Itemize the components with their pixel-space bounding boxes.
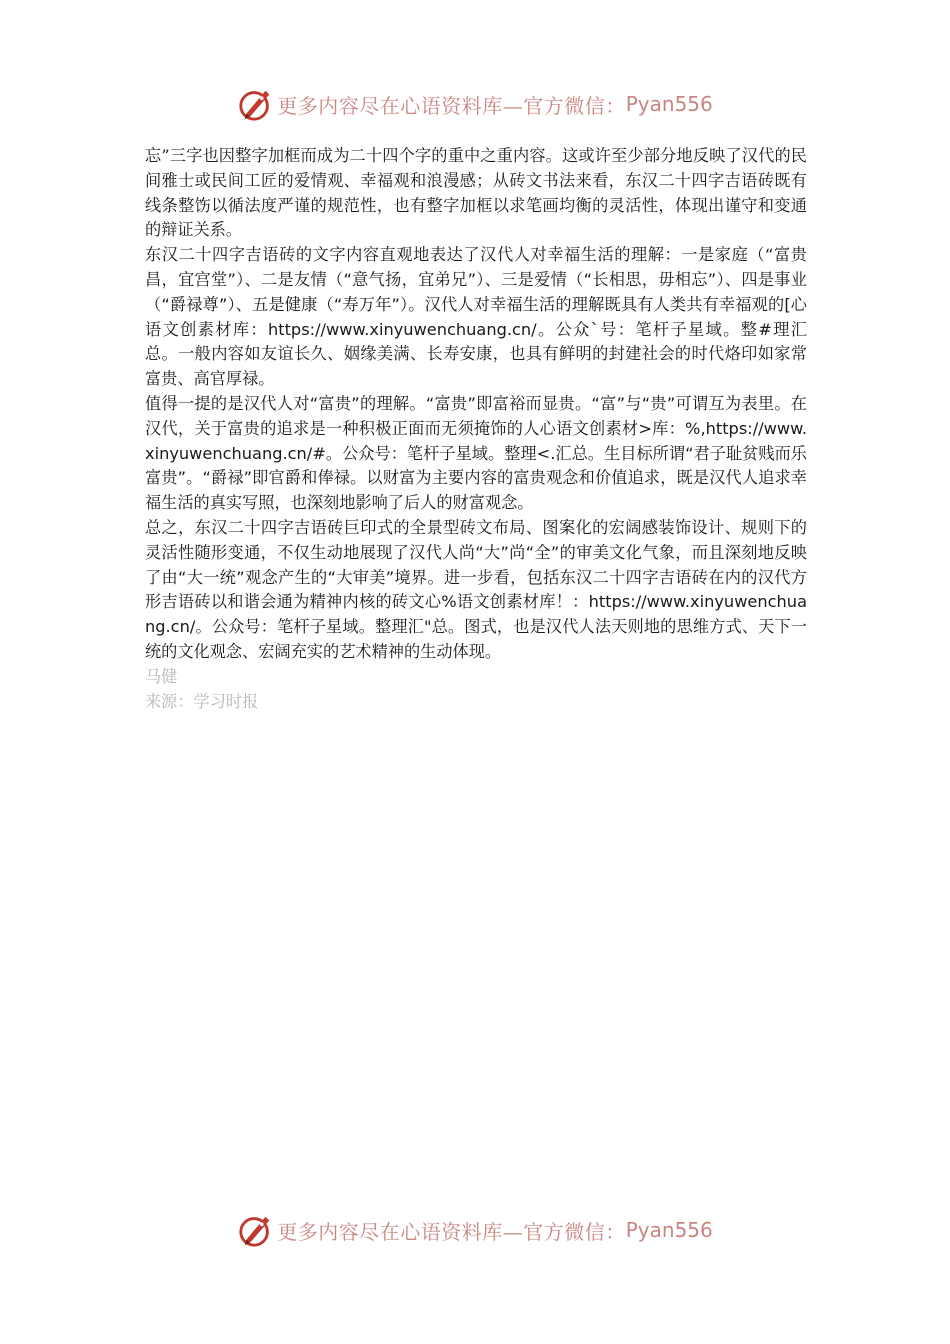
- banner-text: 更多内容尽在心语资料库—官方微信：: [277, 93, 626, 118]
- footer-banner: [0, 1208, 950, 1252]
- banner-wechat-id: Pyan556: [625, 92, 713, 116]
- article-body: [145, 144, 807, 714]
- pen-nib-logo-icon: [237, 85, 275, 123]
- source-line: 来源：学习时报: [145, 691, 259, 711]
- paragraph-1: 忘”三字也因整字加框而成为二十四个字的重中之重内容。这或许至少部分地反映了汉代的民间雅士或民间工匠的爱情观、幸福观和浪漫感；从砖文书法来看，东汉二十四字吉语砖既有线条整饬以循法度严谨的规范性，也有整字加框以求笔画均衡的灵活性，体现出谨守和变通的辩证关系。: [145, 146, 807, 240]
- pen-nib-logo-icon: [237, 1211, 275, 1249]
- banner-text: 更多内容尽在心语资料库—官方微信：: [277, 1219, 626, 1244]
- banner-wechat-id: Pyan556: [625, 1218, 713, 1242]
- author-name: 马健: [145, 666, 178, 686]
- paragraph-4: 总之，东汉二十四字吉语砖巨印式的全景型砖文布局、图案化的宏阔感装饰设计、规则下的灵活性随形变通，不仅生动地展现了汉代人尚“大”尚“全”的审美文化气象，而且深刻地反映了由“大一统”观念产生的“大审美”境界。进一步看，包括东汉二十四字吉语砖在内的汉代方形吉语砖以和谐会通为精神内核的砖文心%语文创素材库！：https://www.xinyuwenchuang.cn/。公众号：笔杆子星域。整理汇"总。图式，也是汉代人法天则地的思维方式、天下一统的文化观念、宏阔充实的艺术精神的生动体现。: [145, 517, 807, 661]
- paragraph-3: 值得一提的是汉代人对“富贵”的理解。“富贵”即富裕而显贵。“富”与“贵”可谓互为表里。在汉代，关于富贵的追求是一种积极正面而无须掩饰的人心语文创素材>库：%,https://www.xinyuwenchuang.cn/#。公众号：笔杆子星域。整理<.汇总。生目标所谓“君子耻贫贱而乐富贵”。“爵禄”即官爵和俸禄。以财富为主要内容的富贵观念和价值追求，既是汉代人追求幸福生活的真实写照，也深刻地影响了后人的财富观念。: [145, 393, 807, 513]
- paragraph-2: 东汉二十四字吉语砖的文字内容直观地表达了汉代人对幸福生活的理解：一是家庭（“富贵昌，宜宫堂”）、二是友情（“意气扬，宜弟兄”）、三是爱情（“长相思，毋相忘”）、四是事业（“爵禄尊”）、五是健康（“寿万年”）。汉代人对幸福生活的理解既具有人类共有幸福观的[心语文创素材库：https://www.xinyuwenchuang.cn/。公众`号：笔杆子星域。整#理汇总。一般内容如友谊长久、姻缘美满、长寿安康，也具有鲜明的封建社会的时代烙印如家常富贵、高官厚禄。: [145, 245, 807, 389]
- header-banner: [0, 82, 950, 126]
